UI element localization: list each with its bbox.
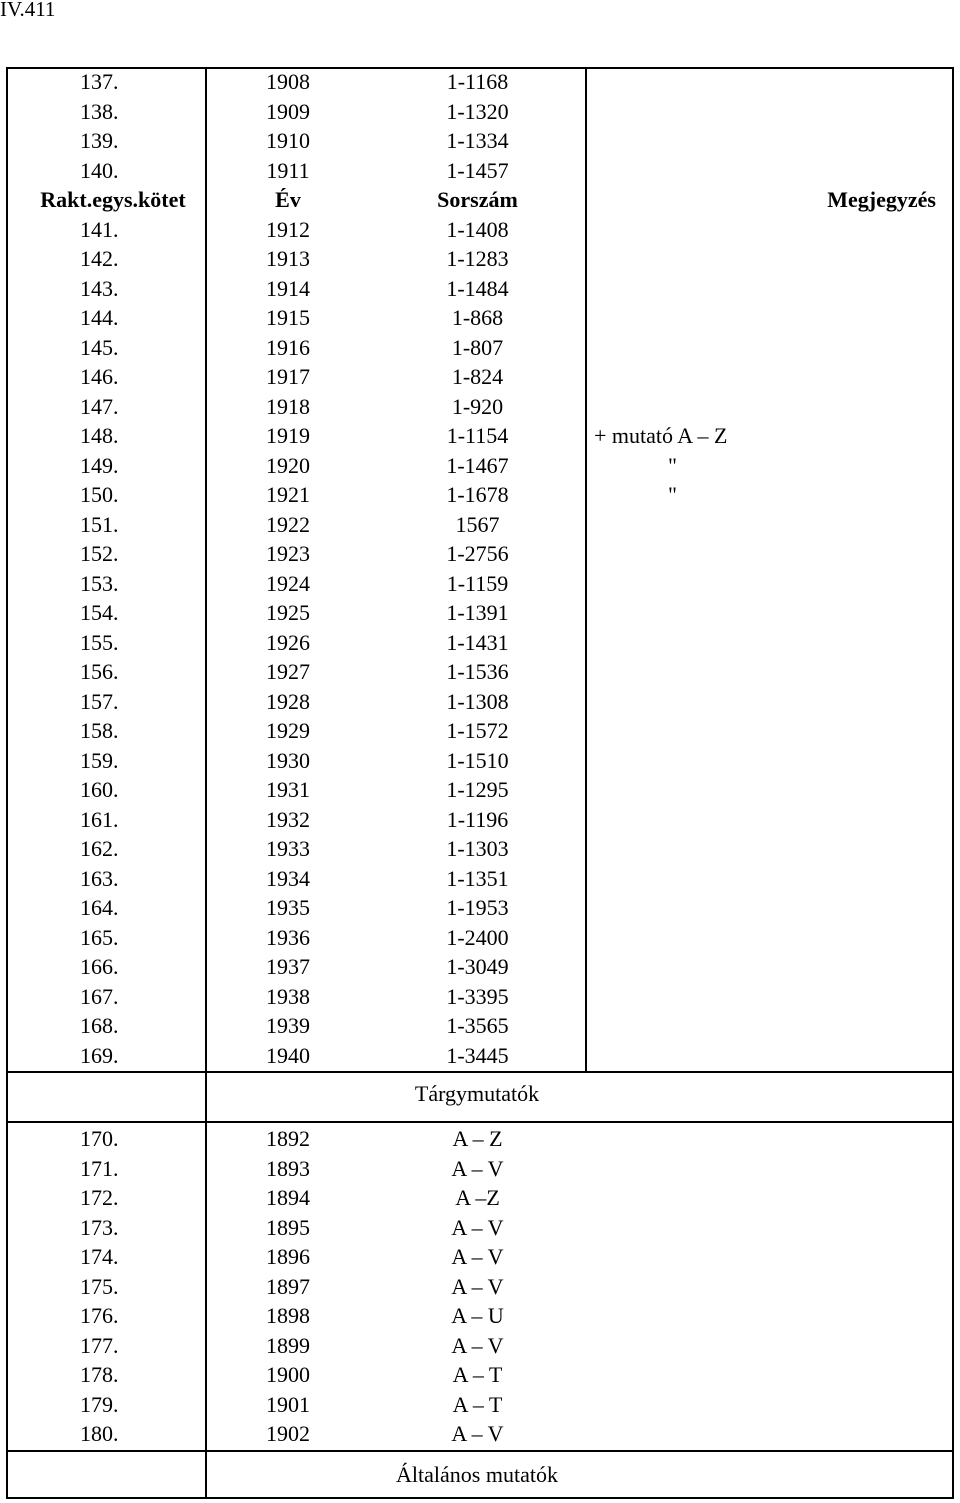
year-cell: 1927 (266, 659, 310, 684)
header-note: Megjegyzés (827, 187, 936, 212)
table-row (8, 480, 952, 510)
volume-number: 137. (80, 69, 119, 94)
year-cell: 1909 (266, 98, 310, 124)
table-row (8, 834, 952, 864)
serial-cell: 1-920 (451, 393, 504, 419)
volume-number: 165. (80, 924, 119, 950)
table-row (8, 274, 952, 304)
volume-number: 140. (80, 157, 119, 183)
volume-number: 167. (80, 983, 119, 1009)
volume-number: 145. (80, 334, 119, 360)
serial-cell: 1-3445 (446, 1042, 509, 1068)
year-cell: 1899 (266, 1332, 310, 1358)
serial-cell: 1-1351 (446, 865, 509, 891)
serial-cell: 1-1510 (446, 747, 509, 773)
year-cell: 1936 (266, 924, 310, 950)
row-divider (6, 1071, 954, 1073)
table-row (8, 1301, 952, 1331)
year-cell: 1900 (266, 1362, 310, 1387)
year-cell: 1939 (266, 1013, 310, 1038)
serial-cell: A – U (451, 1303, 504, 1328)
note-cell: " (668, 452, 677, 478)
serial-cell: 1-1536 (446, 659, 509, 684)
table-row (8, 97, 952, 127)
serial-cell: 1-1391 (446, 600, 509, 625)
serial-cell: A – V (451, 1332, 504, 1358)
serial-cell: 1-1408 (446, 216, 509, 242)
year-cell: 1896 (266, 1244, 310, 1269)
table-row (8, 1390, 952, 1420)
row-divider (6, 1121, 954, 1123)
year-cell: 1922 (266, 511, 310, 537)
table-row (8, 1242, 952, 1272)
header-year: Év (275, 187, 301, 212)
year-cell: 1937 (266, 954, 310, 979)
serial-cell: 1-1159 (446, 570, 509, 596)
volume-number: 160. (80, 777, 119, 802)
volume-number: 147. (80, 393, 119, 419)
volume-number: 177. (80, 1332, 119, 1358)
table-row (8, 1213, 952, 1243)
serial-cell: A – V (451, 1155, 504, 1181)
table-row (8, 67, 952, 97)
volume-number: 155. (80, 629, 119, 655)
volume-number: 168. (80, 1013, 119, 1038)
table-row (8, 746, 952, 776)
year-cell: 1914 (266, 275, 310, 301)
table-row (8, 1419, 952, 1449)
year-cell: 1901 (266, 1391, 310, 1417)
year-cell: 1932 (266, 806, 310, 832)
volume-number: 148. (80, 423, 119, 448)
table-row (8, 687, 952, 717)
header-unit: Rakt.egys.kötet (40, 187, 186, 212)
year-cell: 1923 (266, 541, 310, 566)
year-cell: 1935 (266, 895, 310, 920)
section-title: Tárgymutatók (414, 1081, 540, 1106)
serial-cell: 1-3049 (446, 954, 509, 979)
year-cell: 1893 (266, 1155, 310, 1181)
volume-number: 176. (80, 1303, 119, 1328)
table-row (8, 716, 952, 746)
year-cell: 1916 (266, 334, 310, 360)
serial-cell: A – Z (452, 1126, 503, 1151)
volume-number: 174. (80, 1244, 119, 1269)
volume-number: 146. (80, 364, 119, 389)
year-cell: 1931 (266, 777, 310, 802)
volume-number: 159. (80, 747, 119, 773)
table-row (8, 451, 952, 481)
serial-cell: 1-1457 (446, 157, 509, 183)
table-row (8, 1011, 952, 1041)
year-cell: 1894 (266, 1185, 310, 1210)
serial-cell: 1-1320 (446, 98, 509, 124)
table-row (8, 421, 952, 451)
table-row (8, 156, 952, 186)
table-row (8, 303, 952, 333)
volume-number: 171. (80, 1155, 119, 1181)
volume-number: 180. (80, 1421, 119, 1446)
volume-number: 152. (80, 541, 119, 566)
serial-cell: 1-807 (451, 334, 504, 360)
year-cell: 1924 (266, 570, 310, 596)
serial-cell: 1-1334 (446, 128, 509, 153)
year-cell: 1910 (266, 128, 310, 153)
year-cell: 1929 (266, 718, 310, 743)
serial-cell: 1-1467 (446, 452, 509, 478)
table-row (8, 1183, 952, 1213)
volume-number: 170. (80, 1126, 119, 1151)
table-row (8, 362, 952, 392)
volume-number: 164. (80, 895, 119, 920)
table-row (8, 1124, 952, 1154)
year-cell: 1938 (266, 983, 310, 1009)
serial-cell: 1-1484 (446, 275, 509, 301)
serial-cell: 1-1678 (446, 482, 509, 507)
volume-number: 139. (80, 128, 119, 153)
serial-cell: A – V (451, 1273, 504, 1299)
year-cell: 1926 (266, 629, 310, 655)
year-cell: 1921 (266, 482, 310, 507)
year-cell: 1912 (266, 216, 310, 242)
year-cell: 1895 (266, 1214, 310, 1240)
serial-cell: A –Z (455, 1185, 500, 1210)
note-cell: " (668, 482, 677, 507)
table-row (8, 569, 952, 599)
serial-cell: 1-3395 (446, 983, 509, 1009)
year-cell: 1940 (266, 1042, 310, 1068)
table-row (8, 628, 952, 658)
serial-cell: 1-1168 (446, 69, 509, 94)
note-cell: + mutató A – Z (594, 423, 728, 448)
table-row (8, 982, 952, 1012)
year-cell: 1908 (266, 69, 310, 94)
serial-cell: 1-1154 (446, 423, 509, 448)
serial-cell: A – T (452, 1391, 503, 1417)
serial-cell: 1-1196 (446, 806, 509, 832)
serial-cell: 1-824 (451, 364, 504, 389)
year-cell: 1902 (266, 1421, 310, 1446)
volume-number: 151. (80, 511, 119, 537)
table-row (8, 126, 952, 156)
table-row (8, 923, 952, 953)
table-row (8, 1360, 952, 1390)
year-cell: 1915 (266, 305, 310, 330)
table-row (8, 805, 952, 835)
serial-cell: 1-868 (451, 305, 504, 330)
volume-number: 154. (80, 600, 119, 625)
header-row (8, 185, 952, 215)
year-cell: 1918 (266, 393, 310, 419)
volume-number: 175. (80, 1273, 119, 1299)
volume-number: 158. (80, 718, 119, 743)
volume-number: 162. (80, 836, 119, 861)
serial-cell: 1-2756 (446, 541, 509, 566)
volume-number: 150. (80, 482, 119, 507)
year-cell: 1925 (266, 600, 310, 625)
table-row (8, 893, 952, 923)
volume-number: 161. (80, 806, 119, 832)
year-cell: 1911 (266, 157, 310, 183)
serial-cell: 1-3565 (446, 1013, 509, 1038)
table-row (8, 539, 952, 569)
volume-number: 144. (80, 305, 119, 330)
year-cell: 1897 (266, 1273, 310, 1299)
year-cell: 1898 (266, 1303, 310, 1328)
serial-cell: 1-1308 (446, 688, 509, 714)
serial-cell: 1-1295 (446, 777, 509, 802)
header-serial: Sorszám (437, 187, 518, 212)
volume-number: 169. (80, 1042, 119, 1068)
year-cell: 1930 (266, 747, 310, 773)
serial-cell: 1-1303 (446, 836, 509, 861)
volume-number: 179. (80, 1391, 119, 1417)
volume-number: 157. (80, 688, 119, 714)
year-cell: 1913 (266, 246, 310, 271)
serial-cell: 1-1953 (446, 895, 509, 920)
year-cell: 1928 (266, 688, 310, 714)
table-row (8, 510, 952, 540)
table-row (8, 1331, 952, 1361)
table-row (8, 1041, 952, 1071)
volume-number: 166. (80, 954, 119, 979)
table-row (8, 392, 952, 422)
volume-number: 153. (80, 570, 119, 596)
year-cell: 1934 (266, 865, 310, 891)
table-row (8, 775, 952, 805)
serial-cell: 1-1431 (446, 629, 509, 655)
page-reference: IV.411 (0, 0, 56, 21)
year-cell: 1917 (266, 364, 310, 389)
row-divider (6, 1450, 954, 1452)
serial-cell: A – T (452, 1362, 503, 1387)
table-row (8, 952, 952, 982)
volume-number: 178. (80, 1362, 119, 1387)
serial-cell: A – V (451, 1244, 504, 1269)
serial-cell: 1-1283 (446, 246, 509, 271)
table-row (8, 657, 952, 687)
section-title: Általános mutatók (396, 1461, 558, 1487)
volume-number: 141. (80, 216, 119, 242)
table-row (8, 864, 952, 894)
year-cell: 1919 (266, 423, 310, 448)
table-row (8, 333, 952, 363)
year-cell: 1920 (266, 452, 310, 478)
year-cell: 1892 (266, 1126, 310, 1151)
serial-cell: 1-1572 (446, 718, 509, 743)
table-row (8, 1154, 952, 1184)
table-row (8, 215, 952, 245)
volume-number: 172. (80, 1185, 119, 1210)
volume-number: 173. (80, 1214, 119, 1240)
volume-number: 156. (80, 659, 119, 684)
volume-number: 143. (80, 275, 119, 301)
serial-cell: 1567 (455, 511, 500, 537)
table-row (8, 598, 952, 628)
volume-number: 138. (80, 98, 119, 124)
serial-cell: A – V (451, 1421, 504, 1446)
serial-cell: A – V (451, 1214, 504, 1240)
volume-number: 149. (80, 452, 119, 478)
table-row (8, 244, 952, 274)
volume-number: 163. (80, 865, 119, 891)
volume-number: 142. (80, 246, 119, 271)
table-row (8, 1272, 952, 1302)
year-cell: 1933 (266, 836, 310, 861)
serial-cell: 1-2400 (446, 924, 509, 950)
